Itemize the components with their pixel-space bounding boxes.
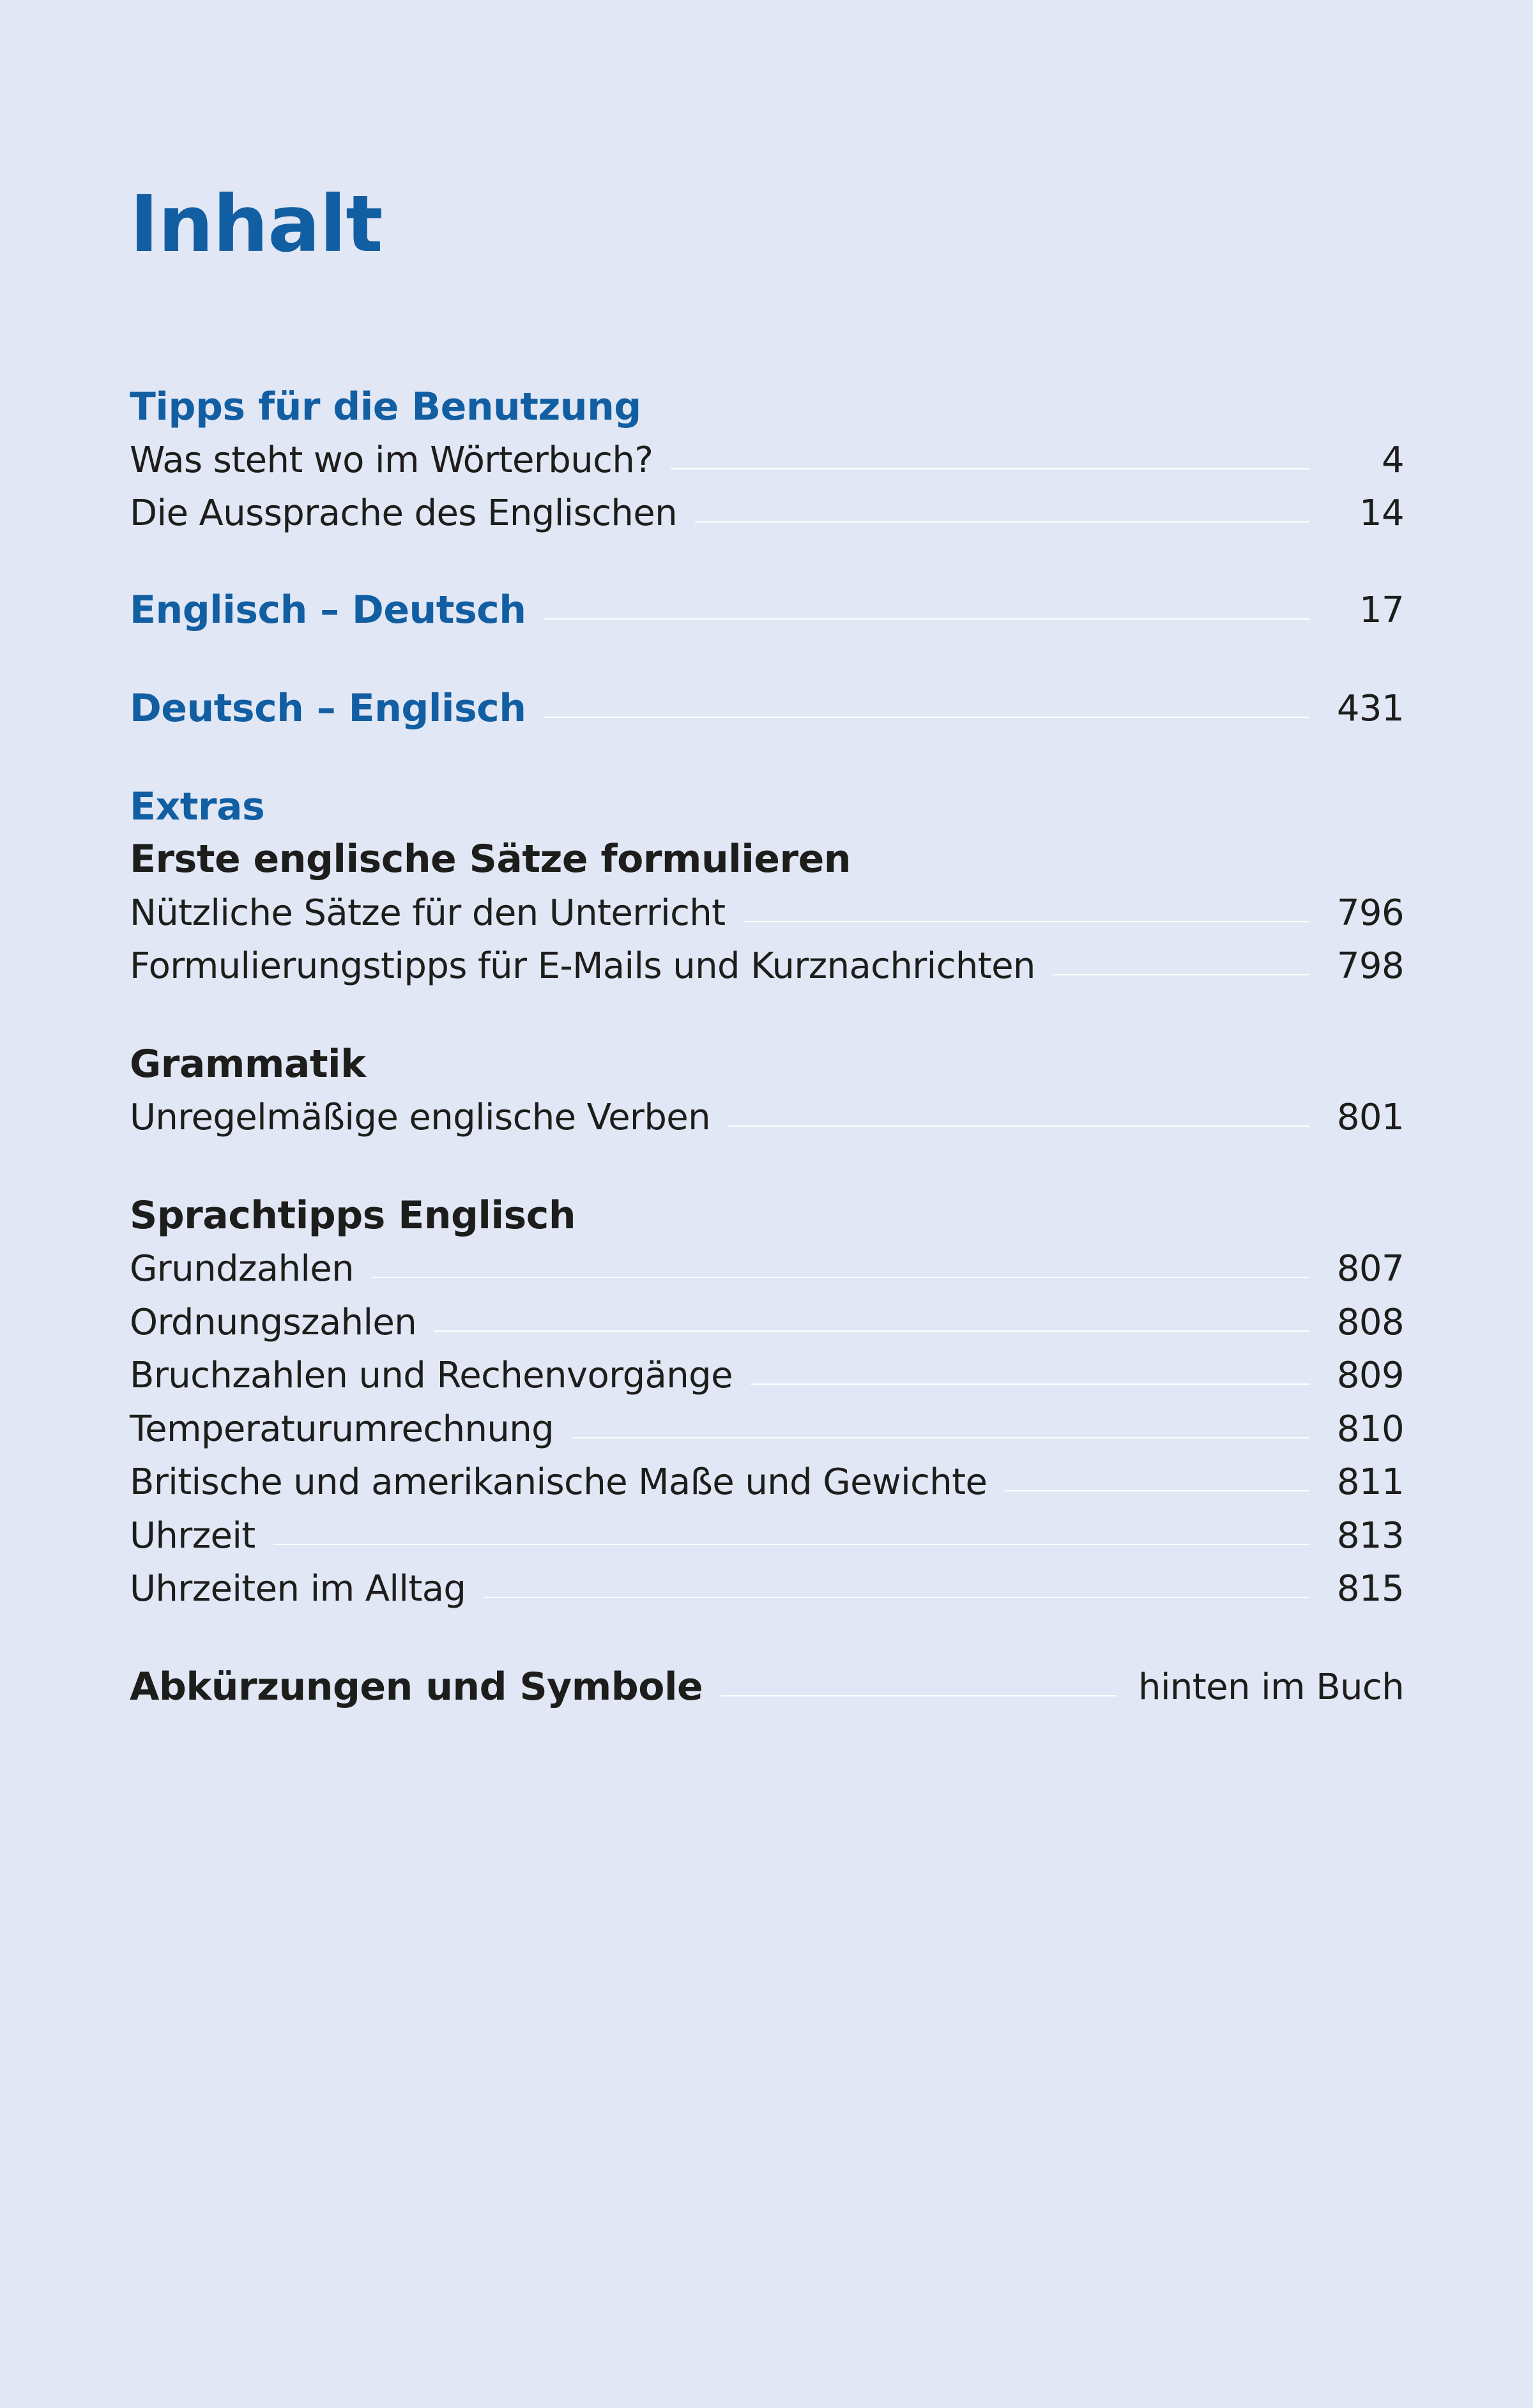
toc-entry-label: Nützliche Sätze für den Unterricht <box>130 892 726 934</box>
toc-entry-label: Temperaturumrechnung <box>130 1408 554 1450</box>
toc-page-number: 809 <box>1336 1354 1404 1396</box>
leader-line <box>484 1597 1309 1598</box>
leader-line <box>695 521 1309 522</box>
toc-entry-label: Ordnungszahlen <box>130 1301 417 1343</box>
leader-line <box>572 1437 1309 1438</box>
toc-page-number: 807 <box>1336 1247 1404 1290</box>
toc-entry[interactable] <box>130 1297 1404 1348</box>
toc-page-number: 796 <box>1336 892 1404 934</box>
toc-page-number: 813 <box>1336 1514 1404 1557</box>
toc-entry-label: Was steht wo im Wörterbuch? <box>130 439 653 481</box>
toc-entry-label: Grundzahlen <box>130 1247 355 1290</box>
toc-page-number: 798 <box>1336 945 1404 987</box>
leader-line <box>728 1125 1309 1127</box>
section-heading-sprachtipps: Sprachtipps Englisch <box>130 1193 576 1238</box>
leader-line <box>1053 974 1309 975</box>
toc-entry-englisch-deutsch[interactable] <box>130 584 1404 636</box>
section-heading-extras: Extras <box>130 784 265 829</box>
leader-line <box>434 1330 1309 1332</box>
leader-line <box>721 1695 1117 1696</box>
toc-entry[interactable] <box>130 487 1404 538</box>
toc-entry-label: Formulierungstipps für E-Mails und Kurznachrichten <box>130 945 1035 987</box>
toc-entry-label: Die Aussprache des Englischen <box>130 492 678 534</box>
leader-line <box>744 921 1309 922</box>
toc-entry[interactable] <box>130 1350 1404 1401</box>
toc-page-number: 801 <box>1336 1096 1404 1138</box>
toc-entry-abkuerzungen[interactable] <box>130 1661 1404 1712</box>
toc-entry-label: Britische und amerikanische Maße und Gewichte <box>130 1461 988 1503</box>
toc-page-number: 17 <box>1359 589 1404 631</box>
leader-line <box>751 1383 1309 1385</box>
toc-entry[interactable] <box>130 434 1404 485</box>
toc-page-number: 811 <box>1336 1461 1404 1503</box>
toc-entry[interactable] <box>130 1092 1404 1143</box>
toc-page-number: 810 <box>1336 1408 1404 1450</box>
leader-line <box>1005 1490 1309 1491</box>
toc-page-number: 431 <box>1336 687 1404 729</box>
toc-entry[interactable] <box>130 887 1404 938</box>
toc-entry-label: Englisch – Deutsch <box>130 588 526 632</box>
leader-line <box>544 717 1309 718</box>
toc-page-number: 808 <box>1336 1301 1404 1343</box>
toc-entry[interactable] <box>130 1243 1404 1294</box>
section-heading-tipps: Tipps für die Benutzung <box>130 385 641 429</box>
toc-entry-deutsch-englisch[interactable] <box>130 683 1404 734</box>
toc-entry-label: Unregelmäßige englische Verben <box>130 1096 711 1138</box>
toc-page-number: 4 <box>1381 439 1404 481</box>
toc-page-number: 14 <box>1359 492 1404 534</box>
toc-page-number: 815 <box>1336 1567 1404 1610</box>
toc-entry-label: Abkürzungen und Symbole <box>130 1665 703 1709</box>
toc-page-number: hinten im Buch <box>1138 1666 1404 1708</box>
toc-entry[interactable] <box>130 1563 1404 1614</box>
toc-entry[interactable] <box>130 940 1404 991</box>
leader-line <box>544 618 1309 620</box>
leader-line <box>671 468 1309 469</box>
page-title: Inhalt <box>130 179 383 270</box>
toc-entry-label: Uhrzeiten im Alltag <box>130 1567 466 1610</box>
toc-entry-label: Uhrzeit <box>130 1514 256 1557</box>
leader-line <box>273 1544 1309 1545</box>
toc-entry-label: Deutsch – Englisch <box>130 686 526 731</box>
toc-entry[interactable] <box>130 1403 1404 1454</box>
section-heading-grammatik: Grammatik <box>130 1042 366 1086</box>
leader-line <box>372 1277 1309 1278</box>
subsection-heading-saetze: Erste englische Sätze formulieren <box>130 837 851 881</box>
toc-entry[interactable] <box>130 1510 1404 1561</box>
toc-entry-label: Bruchzahlen und Rechenvorgänge <box>130 1354 733 1396</box>
toc-entry[interactable] <box>130 1456 1404 1507</box>
